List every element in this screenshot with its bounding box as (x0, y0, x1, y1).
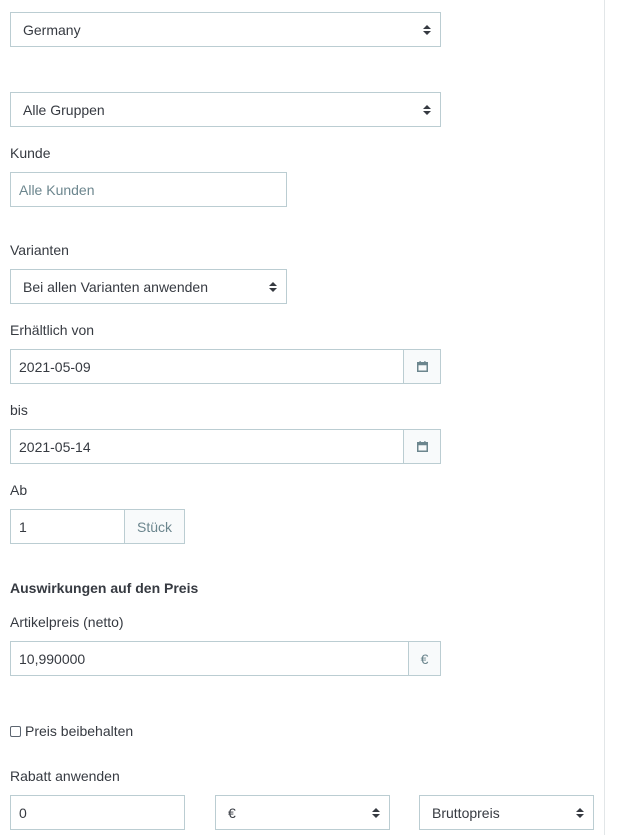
quantity-unit-addon: Stück (124, 509, 185, 544)
keep-price-checkbox[interactable] (10, 723, 133, 739)
country-select-value: Germany (23, 21, 81, 38)
group-select[interactable] (10, 92, 441, 127)
sort-caret-icon (567, 807, 593, 819)
customer-placeholder: Alle Kunden (19, 181, 95, 198)
discount-value: 0 (19, 804, 27, 821)
available-from-label: Erhältlich von (10, 322, 95, 338)
price-label: Artikelpreis (netto) (10, 614, 124, 630)
sort-caret-icon (414, 104, 440, 116)
discount-tax-select[interactable] (419, 795, 594, 830)
variants-select[interactable] (10, 269, 287, 304)
available-from-value: 2021-05-09 (19, 358, 91, 375)
discount-input[interactable] (10, 795, 185, 830)
group-select-value: Alle Gruppen (23, 101, 105, 118)
from-quantity-value: 1 (19, 518, 27, 535)
discount-type-select[interactable] (215, 795, 390, 830)
checkbox-box[interactable] (10, 726, 21, 737)
customer-input[interactable] (10, 172, 287, 207)
country-select[interactable] (10, 12, 441, 47)
panel-divider (604, 0, 605, 835)
variants-select-value: Bei allen Varianten anwenden (23, 278, 208, 295)
available-to-value: 2021-05-14 (19, 438, 91, 455)
customer-label: Kunde (10, 145, 51, 161)
price-value: 10,990000 (19, 650, 86, 667)
from-quantity-input[interactable] (10, 509, 185, 544)
available-to-input[interactable] (10, 429, 441, 464)
price-impact-heading: Auswirkungen auf den Preis (10, 580, 199, 596)
sort-caret-icon (260, 281, 286, 293)
discount-label: Rabatt anwenden (10, 768, 120, 784)
keep-price-label: Preis beibehalten (25, 723, 134, 739)
available-to-label: bis (10, 402, 28, 418)
sort-caret-icon (363, 807, 389, 819)
price-input[interactable] (10, 641, 441, 676)
calendar-icon[interactable] (403, 429, 441, 464)
calendar-icon[interactable] (403, 349, 441, 384)
from-quantity-label: Ab (10, 482, 28, 498)
variants-label: Varianten (10, 242, 69, 258)
sort-caret-icon (414, 24, 440, 36)
discount-tax-value: Bruttopreis (432, 804, 500, 821)
available-from-input[interactable] (10, 349, 441, 384)
currency-addon: € (408, 641, 441, 676)
discount-type-value: € (228, 804, 236, 821)
